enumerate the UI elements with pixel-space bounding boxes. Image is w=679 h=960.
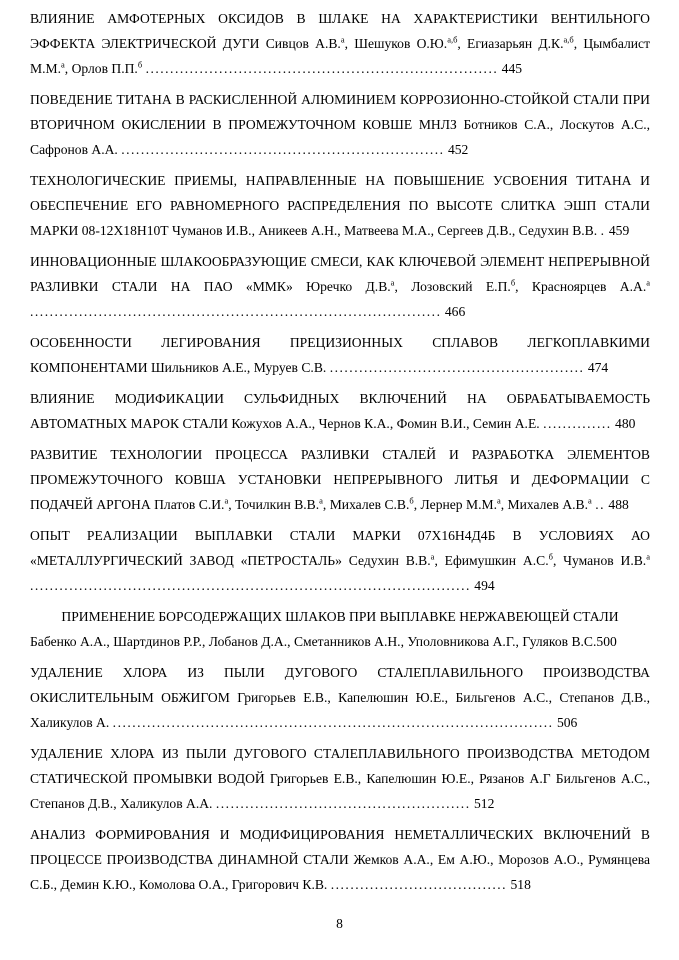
toc-entry <box>30 822 650 897</box>
entry-title: ОСОБЕННОСТИ ЛЕГИРОВАНИЯ ПРЕЦИЗИОННЫХ СПЛАВОВ ЛЕГКОПЛАВКИМИ КОМПОНЕНТАМИ <box>30 335 650 375</box>
entry-title: АНАЛИЗ ФОРМИРОВАНИЯ И МОДИФИЦИРОВАНИЯ НЕМЕТАЛЛИЧЕСКИХ ВКЛЮЧЕНИЙ В ПРОЦЕССЕ ПРОИЗВОДСТВА ДИНАМНОЙ СТАЛИ <box>30 827 650 867</box>
leader-dots: .............. <box>543 416 612 431</box>
entry-authors: Платов С.И.$^а$, Точилкин В.В.$^а$, Михалев С.В.$^б$, Лернер М.М.$^а$, Михалев А.В.$^а$ <box>154 495 592 512</box>
toc-entry <box>30 330 650 380</box>
entry-page-number: 445 <box>501 61 523 76</box>
toc-entry <box>30 442 650 517</box>
leader-dots: .................................... <box>330 877 508 892</box>
author-affiliation-sup: а <box>646 551 650 562</box>
author-affiliation-sup: а,б <box>563 34 574 45</box>
entry-page-number: 452 <box>447 142 469 157</box>
entry-authors: Юречко Д.В.$^а$, Лозовский Е.П.$^б$, Красноярцев А.А.$^а$ <box>306 277 651 294</box>
toc-entry <box>30 386 650 436</box>
author-affiliation-sup: а <box>224 495 229 506</box>
toc-entry <box>30 249 650 324</box>
entry-title: ВЛИЯНИЕ АМФОТЕРНЫХ ОКСИДОВ В ШЛАКЕ НА ХАРАКТЕРИСТИКИ ВЕНТИЛЬНОГО ЭФФЕКТА ЭЛЕКТРИЧЕСКОЙ ДУГИ <box>30 11 650 51</box>
author-affiliation-sup: а,б <box>447 34 458 45</box>
toc-list <box>30 6 650 897</box>
toc-entry <box>30 741 650 816</box>
page-number: 8 <box>336 916 343 931</box>
entry-authors: Чуманов И.В., Аникеев А.Н., Матвеева М.А., Сергеев Д.В., Седухин В.В. <box>172 223 598 238</box>
entry-authors: Шильников А.Е., Муруев С.В. <box>150 360 327 375</box>
leader-dots: . <box>600 223 606 238</box>
entry-authors: Григорьев Е.В., Капелюшин Ю.Е., Рязанов А.Г Бильгенов А.С., Степанов Д.В., Халикулов А.А. <box>30 771 650 811</box>
entry-authors: Седухин В.В.$^а$, Ефимушкин А.С.$^б$, Чуманов И.В.$^а$ <box>348 551 650 568</box>
entry-page-number: 506 <box>556 715 578 730</box>
author-affiliation-sup: а <box>496 495 501 506</box>
entry-page-number: 494 <box>474 578 495 593</box>
author-affiliation-sup: б <box>548 551 553 562</box>
entry-page-number: 518 <box>510 877 531 892</box>
entry-title: УДАЛЕНИЕ ХЛОРА ИЗ ПЫЛИ ДУГОВОГО СТАЛЕПЛАВИЛЬНОГО ПРОИЗВОДСТВА ОКИСЛИТЕЛЬНЫМ ОБЖИГОМ <box>30 665 650 705</box>
entry-page-number: 466 <box>444 304 466 319</box>
author-affiliation-sup: а <box>588 495 592 506</box>
leader-dots: .................................................................................... <box>30 304 442 319</box>
leader-dots: .................................................... <box>215 796 471 811</box>
author-affiliation-sup: б <box>409 495 414 506</box>
entry-page-number: 474 <box>587 360 609 375</box>
author-affiliation-sup: а <box>430 551 435 562</box>
entry-authors: Сивцов А.В.$^а$, Шешуков О.Ю.$^{а,б}$, Егиазарьян Д.К.$^{а,б}$, Цымбалист М.М.$^а$, Орлов П.П.$^б$ <box>30 34 651 76</box>
entry-page-number: 459 <box>608 223 630 238</box>
entry-page-number: 480 <box>615 416 636 431</box>
leader-dots: .......................................................................................... <box>112 715 554 730</box>
toc-entry <box>30 87 650 162</box>
entry-page-number: 500 <box>596 634 617 649</box>
entry-title: ОПЫТ РЕАЛИЗАЦИИ ВЫПЛАВКИ СТАЛИ МАРКИ 07Х16Н4Д4Б В УСЛОВИЯХ АО «МЕТАЛЛУРГИЧЕСКИЙ ЗАВОД «ПЕТРОСТАЛЬ» <box>30 528 650 568</box>
author-affiliation-sup: а <box>319 495 323 506</box>
entry-title: УДАЛЕНИЕ ХЛОРА ИЗ ПЫЛИ ДУГОВОГО СТАЛЕПЛАВИЛЬНОГО ПРОИЗВОДСТВА МЕТОДОМ СТАТИЧЕСКОЙ ПРОМЫВКИ ВОДОЙ <box>30 746 650 786</box>
author-affiliation-sup: б <box>137 59 143 70</box>
entry-title: ПРИМЕНЕНИЕ БОРСОДЕРЖАЩИХ ШЛАКОВ ПРИ ВЫПЛАВКЕ НЕРЖАВЕЮЩЕЙ СТАЛИ <box>61 609 619 624</box>
toc-entry <box>30 168 650 243</box>
entry-authors: Жемков А.А., Ем А.Ю., Морозов А.О., Румянцева С.Б., Демин К.Ю., Комолова О.А., Григорович К.В. <box>30 852 651 892</box>
author-affiliation-sup: б <box>510 277 516 288</box>
leader-dots: .................................................................. <box>121 142 445 157</box>
toc-entry <box>30 523 650 598</box>
leader-dots: ........................................................................ <box>145 61 499 76</box>
toc-entry <box>30 660 650 735</box>
author-affiliation-sup: а <box>390 277 395 288</box>
author-affiliation-sup: а <box>646 277 651 288</box>
entry-title: ИННОВАЦИОННЫЕ ШЛАКООБРАЗУЮЩИЕ СМЕСИ, КАК КЛЮЧЕВОЙ ЭЛЕМЕНТ НЕПРЕРЫВНОЙ РАЗЛИВКИ СТАЛИ НА ПАО «ММК» <box>30 254 650 294</box>
leader-dots: .......................................................................................... <box>30 578 471 593</box>
entry-authors: Григорьев Е.В., Капелюшин Ю.Е., Бильгенов А.С., Степанов Д.В., Халикулов А. <box>30 690 650 730</box>
toc-entry <box>30 6 650 81</box>
entry-title: ТЕХНОЛОГИЧЕСКИЕ ПРИЕМЫ, НАПРАВЛЕННЫЕ НА ПОВЫШЕНИЕ УСВОЕНИЯ ТИТАНА И ОБЕСПЕЧЕНИЕ ЕГО РАВНОМЕРНОГО РАСПРЕДЕЛЕНИЯ ПО ВЫСОТЕ СЛИТКА ЭШП СТАЛИ МАРКИ 08-12Х18Н10Т <box>30 173 650 238</box>
author-affiliation-sup: а <box>340 34 345 45</box>
leader-dots: .. <box>595 497 605 512</box>
entry-authors: Бабенко А.А., Шартдинов Р.Р., Лобанов Д.А., Сметанников А.Н., Уполовникова А.Г., Гуляков В.С. <box>30 634 597 649</box>
author-affiliation-sup: а <box>60 59 65 70</box>
entry-title: РАЗВИТИЕ ТЕХНОЛОГИИ ПРОЦЕССА РАЗЛИВКИ СТАЛЕЙ И РАЗРАБОТКА ЭЛЕМЕНТОВ ПРОМЕЖУТОЧНОГО КОВША УСТАНОВКИ НЕПРЕРЫВНОГО ЛИТЬЯ И ДЕФОРМАЦИИ С ПОДАЧЕЙ АРГОНА <box>30 447 650 512</box>
entry-page-number: 488 <box>608 497 629 512</box>
entry-page-number: 512 <box>474 796 495 811</box>
entry-title: ПОВЕДЕНИЕ ТИТАНА В РАСКИСЛЕННОЙ АЛЮМИНИЕМ КОРРОЗИОННО-СТОЙКОЙ СТАЛИ ПРИ ВТОРИЧНОМ ОКИСЛЕНИИ В ПРОМЕЖУТОЧНОМ КОВШЕ МНЛЗ <box>30 92 650 132</box>
entry-authors: Ботников С.А., Лоскутов А.С., Сафронов А.А. <box>30 117 650 157</box>
leader-dots: .................................................... <box>329 360 585 375</box>
entry-title: ВЛИЯНИЕ МОДИФИКАЦИИ СУЛЬФИДНЫХ ВКЛЮЧЕНИЙ НА ОБРАБАТЫВАЕМОСТЬ АВТОМАТНЫХ МАРОК СТАЛИ <box>30 391 650 431</box>
toc-entry <box>30 604 650 654</box>
entry-authors: Кожухов А.А., Чернов К.А., Фомин В.И., Семин А.Е. <box>231 416 540 431</box>
